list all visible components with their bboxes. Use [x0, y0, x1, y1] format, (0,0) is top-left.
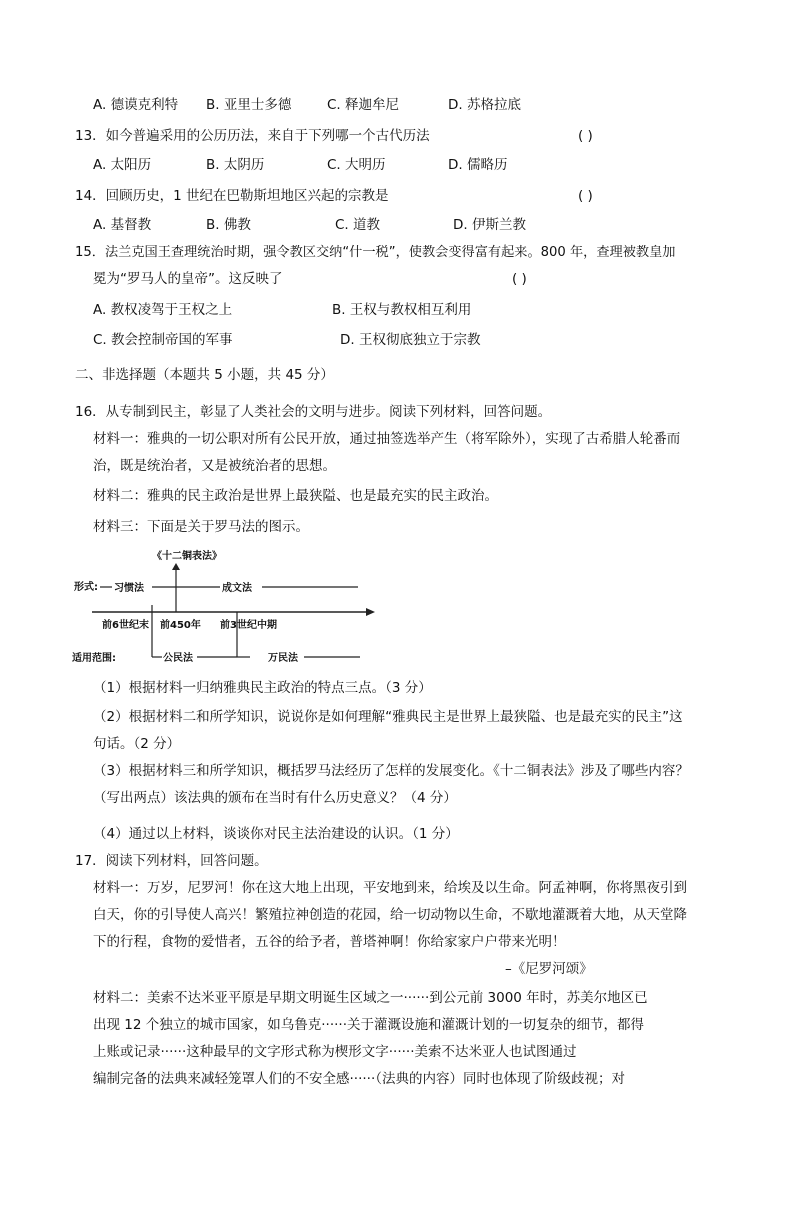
q16-material1-line2: 治，既是统治者，又是被统治者的思想。 — [93, 458, 336, 474]
section-heading: 二、非选择题（本题共 5 小题，共 45 分） — [75, 367, 334, 383]
diagram-top-label: 《十二铜表法》 — [152, 551, 222, 562]
q15-option-d: D. 王权彻底独立于宗教 — [340, 332, 481, 348]
q16-stem: 16．从专制到民主，彰显了人类社会的文明与进步。阅读下列材料，回答问题。 — [75, 404, 552, 420]
q15-option-c: C. 教会控制帝国的军事 — [93, 332, 233, 348]
q15-stem-line1: 15．法兰克国王查理统治时期，强令教区交纳“什一税”，使教会变得富有起来。800 年，查理被教皇加 — [75, 245, 676, 260]
q14-option-b: B. 佛教 — [206, 217, 251, 233]
q17-material2-line1: 材料二：美索不达米亚平原是早期文明诞生区域之一······到公元前 3000 年时，苏美尔地区已 — [93, 990, 648, 1006]
q15-stem-line2: 冕为“罗马人的皇帝”。这反映了 — [93, 271, 283, 287]
q13-option-c: C. 大明历 — [327, 157, 386, 173]
q12-option-a: A. 德谟克利特 — [93, 97, 179, 113]
q16-sub2-line1: （2）根据材料二和所学知识，说说你是如何理解“雅典民主是世界上最狭隘、也是最充实的民主”这 — [93, 709, 683, 725]
q16-material1-line1: 材料一：雅典的一切公职对所有公民开放，通过抽签选举产生（将军除外），实现了古希腊人轮番而 — [93, 431, 681, 447]
q12-option-d: D. 苏格拉底 — [448, 97, 521, 113]
q12-option-c: C. 释迦牟尼 — [327, 97, 400, 113]
q13-option-a: A. 太阳历 — [93, 157, 152, 173]
q15-option-b: B. 王权与教权相互利用 — [332, 302, 472, 318]
q16-sub1: （1）根据材料一归纳雅典民主政治的特点三点。（3 分） — [93, 680, 432, 696]
diagram-scope-label: 适用范围: — [72, 653, 116, 664]
diagram-gentium-law: 万民法 — [268, 653, 298, 664]
diagram-time-1: 前6世纪末 — [102, 620, 149, 631]
roman-law-diagram — [70, 545, 390, 665]
diagram-time-2: 前450年 — [160, 620, 201, 631]
diagram-written-law: 成文法 — [222, 583, 252, 594]
q14-answer-paren: ( ) — [578, 188, 593, 204]
q16-sub3-line1: （3）根据材料三和所学知识，概括罗马法经历了怎样的发展变化。《十二铜表法》涉及了哪些内容？ — [93, 763, 689, 779]
q17-material2-line4: 编制完备的法典来减轻笼罩人们的不安全感······（法典的内容）同时也体现了阶级歧视；对 — [93, 1071, 625, 1087]
q16-material2: 材料二：雅典的民主政治是世界上最狭隘、也是最充实的民主政治。 — [93, 488, 498, 504]
q16-sub3-line2: （写出两点）该法典的颁布在当时有什么历史意义？（4 分） — [93, 790, 457, 806]
diagram-form-label: 形式: — [74, 582, 98, 593]
diagram-citizen-law: 公民法 — [163, 653, 193, 664]
diagram-up-arrowhead — [172, 563, 180, 570]
q14-option-a: A. 基督教 — [93, 217, 152, 233]
q14-option-c: C. 道教 — [335, 217, 381, 233]
q17-material1-line1: 材料一：万岁，尼罗河！你在这大地上出现，平安地到来，给埃及以生命。阿孟神啊，你将黑夜引到 — [93, 880, 687, 896]
q14-stem: 14．回顾历史，1 世纪在巴勒斯坦地区兴起的宗教是 — [75, 188, 389, 204]
q17-material2-line2: 出现 12 个独立的城市国家，如乌鲁克······关于灌溉设施和灌溉计划的一切复杂的细节，都得 — [93, 1017, 645, 1033]
diagram-timeline-arrowhead — [366, 608, 375, 616]
q13-answer-paren: ( ) — [578, 128, 593, 144]
q15-option-a: A. 教权凌驾于王权之上 — [93, 302, 233, 318]
q12-option-b: B. 亚里士多德 — [206, 97, 292, 113]
q17-material1-line3: 下的行程，食物的爱惜者，五谷的给予者，普塔神啊！你给家家户户带来光明！ — [93, 934, 566, 950]
q17-material1-source: –《尼罗河颂》 — [505, 961, 593, 977]
q16-material3: 材料三：下面是关于罗马法的图示。 — [93, 519, 309, 535]
q15-answer-paren: ( ) — [512, 271, 527, 287]
q13-stem: 13．如今普遍采用的公历历法，来自于下列哪一个古代历法 — [75, 128, 430, 144]
q13-option-b: B. 太阴历 — [206, 157, 265, 173]
q14-option-d: D. 伊斯兰教 — [453, 217, 526, 233]
q16-sub2-line2: 句话。（2 分） — [93, 736, 181, 752]
q13-option-d: D. 儒略历 — [448, 157, 508, 173]
q16-sub4: （4）通过以上材料，谈谈你对民主法治建设的认识。（1 分） — [93, 826, 459, 842]
diagram-custom-law: 习惯法 — [114, 583, 144, 594]
q17-material2-line3: 上账或记录······这种最早的文字形式称为楔形文字······美索不达米亚人也试图通过 — [93, 1044, 577, 1060]
q17-stem: 17．阅读下列材料，回答问题。 — [75, 853, 268, 869]
diagram-time-3: 前3世纪中期 — [220, 620, 277, 631]
q17-material1-line2: 白天，你的引导使人高兴！繁殖拉神创造的花园，给一切动物以生命，不歇地灌溉着大地，从天堂降 — [93, 907, 687, 923]
